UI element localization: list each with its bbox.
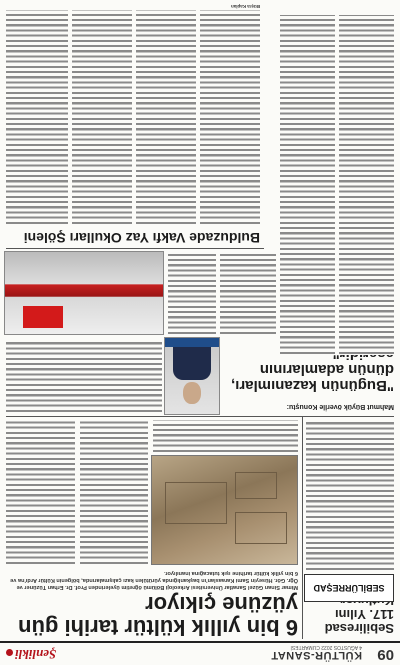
newspaper-logo: Şenlikli xyxy=(6,646,56,662)
column-divider xyxy=(302,417,303,639)
left-story-headline: Sebiliresad 117. Yılını xyxy=(324,607,394,636)
section-title: KÜLTÜR-SANAT xyxy=(270,649,362,661)
main-story-column-1 xyxy=(80,420,148,565)
left-story-logo-box xyxy=(304,574,394,602)
interview-column-2 xyxy=(280,15,335,355)
main-story-headline: 6 bin yıllık kültür tarihi gün yüzüne çıkıyor xyxy=(18,592,298,640)
event-photo xyxy=(4,251,164,335)
main-story-subhead: Mimar Sinan Güzel Sanatlar Üniversitesi Arkeoloji Bölümü öğretim üyelerinden Prof. Dr. Erhan Tüzüner ve Öğr. Gör. Hüseyin Sami Karaaslan'ın başkanlığında yürütülen kazı çalışmalarında, bölgenin Kültür Ardı'na ve 6 bin yıllık kültür tarihine ışık tutacağına inanılıyor. xyxy=(10,570,298,590)
bottom-story-column-3 xyxy=(72,10,132,225)
bottom-story-column-2 xyxy=(136,10,196,225)
excavation-photo xyxy=(151,455,298,565)
interview-kicker: Mahmut Büyük överİle Konuştu: xyxy=(286,403,394,410)
left-story-box-title: SEBİLÜRREŞAD xyxy=(313,583,385,593)
bottom-story-headline: Bulduzade Vakfı Yaz Okulları Şöleni xyxy=(23,230,260,246)
main-story-column-2 xyxy=(6,420,75,565)
bottom-story-column-1 xyxy=(200,10,260,225)
section-divider xyxy=(6,416,394,417)
issue-date: 4 AĞUSTOS 2022 CUMARTESİ xyxy=(290,644,362,650)
masthead xyxy=(0,641,400,665)
left-story-body xyxy=(306,421,394,571)
bottom-story-signature: Büşra Kaplan xyxy=(230,4,260,9)
logo-dot-icon xyxy=(6,649,13,656)
bottom-divider xyxy=(6,248,264,249)
bottom-story-column-4 xyxy=(6,10,68,225)
interview-column-3 xyxy=(220,251,276,335)
interviewee-photo xyxy=(164,337,220,415)
page-number: 09 xyxy=(377,646,394,663)
interview-intro xyxy=(6,339,162,413)
interview-column-4 xyxy=(168,251,216,335)
interview-column-1 xyxy=(339,15,394,355)
main-story-column-3 xyxy=(153,420,298,453)
interview-headline: "Bugünün kazanımları, dünün adamlarının xyxy=(231,361,394,394)
